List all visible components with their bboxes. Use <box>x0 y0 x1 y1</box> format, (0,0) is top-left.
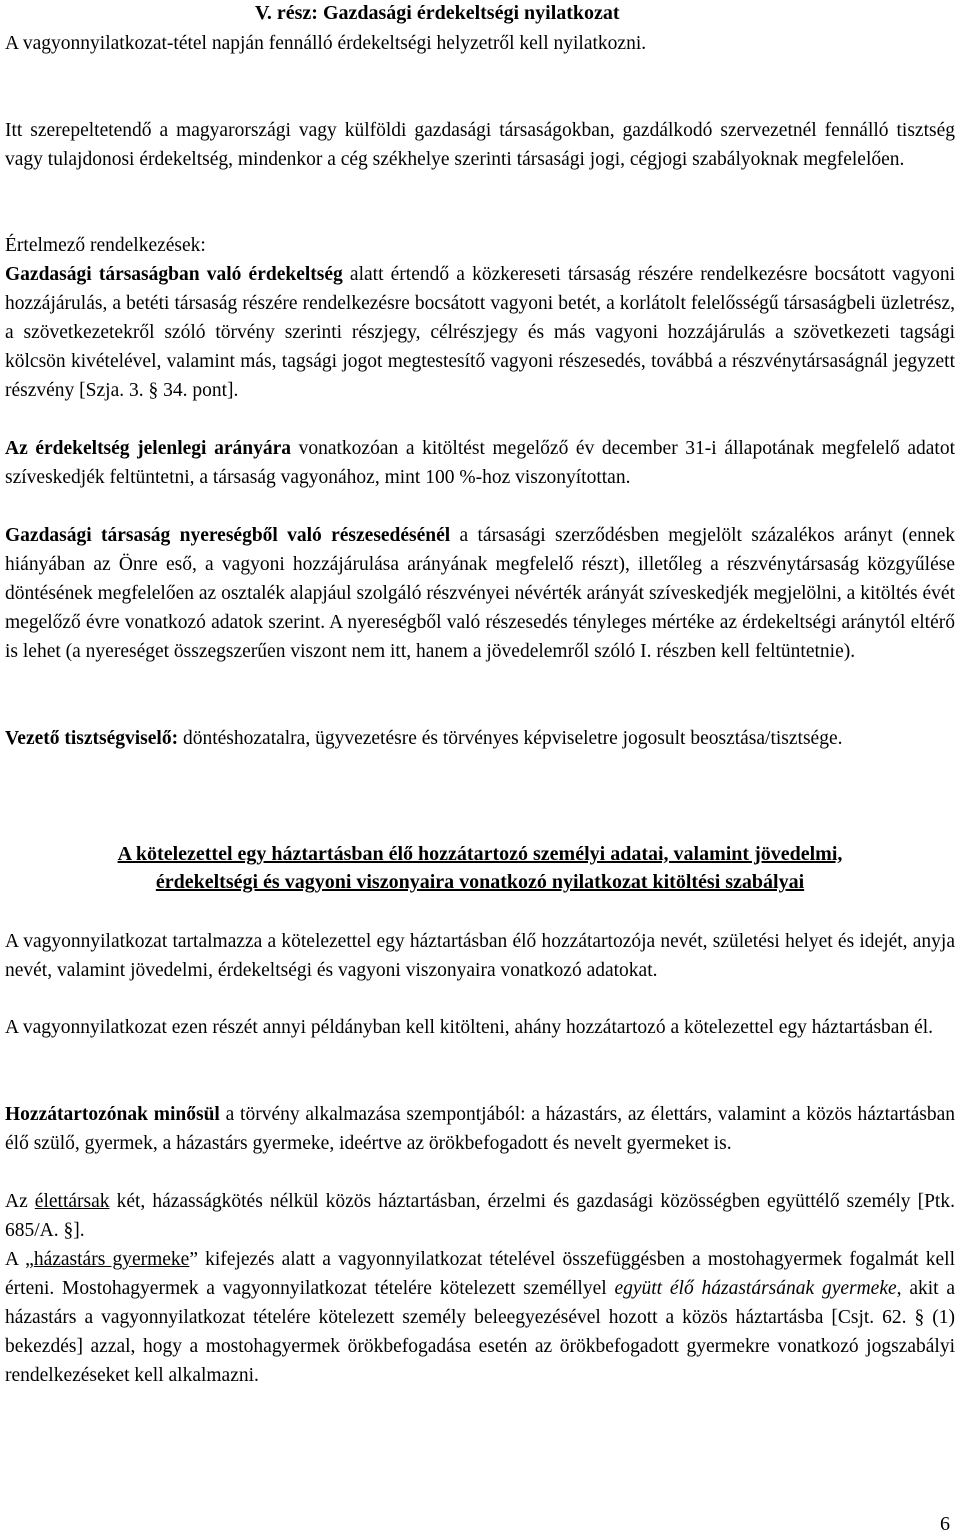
definition-profit-share <box>5 521 955 666</box>
paragraph-copies: A vagyonnyilatkozat ezen részét annyi példányban kell kitölteni, ahány hozzátartozó a kötelezettel egy háztartásban él. <box>5 1017 934 1038</box>
definition-profit-share-text: a társasági szerződésben megjelölt százalékos arányt (ennek hiányában az Önre eső, a vagyoni hozzájárulása arányának megfelelő részt), illetőleg a részvénytársaság közgyűlése döntésének megfelelően az osztalék alapjául szolgáló részvényei névérték arányát szíveskedjék megjelölni, a kitöltés évét megelőző évre vonatkozó adatok szerint. A nyereségből való részesedés tényleges mértéke az érdekeltségi aránytól eltérő is lehet (a nyereséget összegszerűen viszont nem itt, hanem a jövedelemről szóló I. részben kell feltüntetnie). <box>5 525 955 662</box>
definition-stepchild-prefix: A „ <box>5 1249 34 1270</box>
definition-stepchild-term: házastárs gyermeke <box>33 1249 190 1270</box>
definition-interest-term: Gazdasági társaságban való érdekeltség <box>5 264 343 285</box>
definition-interest <box>5 260 955 405</box>
definition-executive <box>5 724 955 753</box>
definition-stepchild-italic: együtt élő házastársának gyermeke <box>614 1278 897 1299</box>
definition-profit-share-term: Gazdasági társaság nyereségből való részesedésénél <box>5 525 451 546</box>
paragraph-contents: A vagyonnyilatkozat tartalmazza a kötelezettel egy háztartásban élő hozzátartozója nevét, születési helyet és idejét, anyja nevét, valamint jövedelmi, érdekeltségi és vagyoni viszonyaira vonatkozó adatokat. <box>5 931 955 981</box>
definition-relative-text: a törvény alkalmazása szempontjából: a házastárs, az élettárs, valamint a közös háztartásban élő szülő, gyermek, a házastárs gyermeke, ideértve az örökbefogadott és nevelt gyermeket is. <box>5 1104 955 1154</box>
definition-partners-text: két, házasságkötés nélkül közös háztartásban, érzelmi és gazdasági közösségben együttélő személy [Ptk. 685/A. §]. <box>5 1191 955 1241</box>
definition-ratio-text: vonatkozóan a kitöltést megelőző év december 31-i állapotának megfelelő adatot szíveskedjék feltüntetni, a társaság vagyonához, mint 100 %-hoz viszonyítottan. <box>5 438 956 488</box>
definition-relative-term: Hozzátartozónak minősül <box>5 1104 220 1125</box>
intro-paragraph: A vagyonnyilatkozat-tétel napján fennálló érdekeltségi helyzetről kell nyilatkozni. <box>5 33 647 54</box>
definition-partners-term: élettársak <box>34 1191 110 1212</box>
definition-executive-text: döntéshozatalra, ügyvezetésre és törvényes képviseletre jogosult beosztása/tisztsége. <box>178 728 843 749</box>
section-heading-line-1: A kötelezettel egy háztartásban élő hozzátartozó személyi adatai, valamint jövedelmi, <box>117 843 843 865</box>
paragraph-scope: Itt szerepeltetendő a magyarországi vagy külföldi gazdasági társaságokban, gazdálkodó szervezetnél fennálló tisztség vagy tulajdonosi érdekeltség, mindenkor a cég székhelye szerinti társasági jogi, cégjogi szabályoknak megfelelően. <box>5 120 955 170</box>
definition-stepchild-rest: , akit a házastárs a vagyonnyilatkozat tételére kötelezett személy beleegyezésével hozott a közös háztartásba [Csjt. 62. § (1) bekezdés] azzal, hogy a mostohagyermek örökbefogadása esetén az örökbefogadott gyermekre vonatkozó jogszabályi rendelkezéseket kell alkalmazni. <box>5 1278 955 1386</box>
definition-executive-term: Vezető tisztségviselő: <box>5 728 179 749</box>
definition-relative <box>5 1100 955 1158</box>
part-title: V. rész: Gazdasági érdekeltségi nyilatkozat <box>255 2 620 24</box>
definition-ratio <box>5 434 955 492</box>
section-heading-line-2: érdekeltségi és vagyoni viszonyaira vonatkozó nyilatkozat kitöltési szabályai <box>155 871 805 893</box>
definition-stepchild-text: ” kifejezés alatt a vagyonnyilatkozat tételével összefüggésben a mostohagyermek fogalmát kell érteni. Mostohagyermek a vagyonnyilatkozat tételére kötelezett személlyel <box>5 1249 955 1299</box>
page-number: 6 <box>940 1513 950 1535</box>
definition-partners-prefix: Az <box>5 1191 35 1212</box>
definition-partners <box>5 1187 955 1245</box>
definition-interest-text: alatt értendő a közkereseti társaság részére rendelkezésre bocsátott vagyoni hozzájárulás, a betéti társaság részére rendelkezésre bocsátott vagyoni betét, a korlátolt felelősségű társaságbeli üzletrész, a szövetkezetekről szóló törvény szerinti részjegy, célrészjegy és más vagyoni hozzájárulás a szövetkezeti tagsági kölcsön kivételével, valamint más, tagsági jogot megtestesítő vagyoni részesedés, továbbá a részvénytársaságnál jegyzett részvény [Szja. 3. § 34. pont]. <box>5 264 955 401</box>
definition-ratio-term: Az érdekeltség jelenlegi arányára <box>5 438 291 459</box>
definitions-label: Értelmező rendelkezések: <box>5 235 206 256</box>
definition-stepchild <box>5 1245 955 1390</box>
